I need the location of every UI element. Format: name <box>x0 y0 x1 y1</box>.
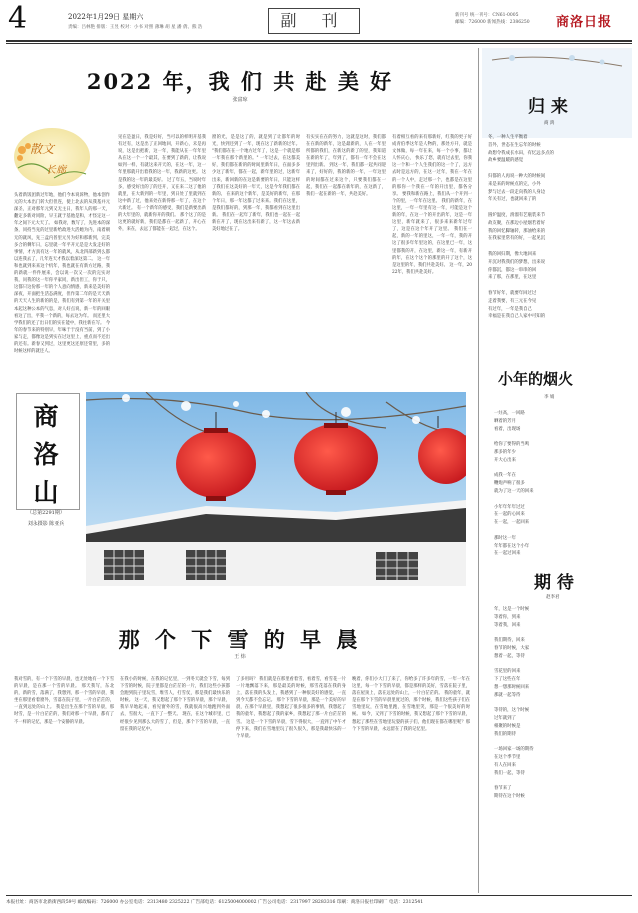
header-rule-thin <box>6 43 632 44</box>
second-headline: 那 个 下 雪 的 早 晨 <box>118 627 362 652</box>
poem3-body: 年，这是一个时候 等着你，到来 等着我，回来 我们期待，回来 春节的时候，大家 想着一起，等待 雪花里的回来 下了这些在年 想一想那时候回来 那就一起等待 等待的，这个时候 过年就到了 相聚的时候是 我们的期待 一场回家一场的期待 在这个季节里 有人在回来 我们一起，等待 春节来了 期待在这个时候 <box>494 607 534 800</box>
poem3-title: 期 待 <box>534 573 574 593</box>
footer-info: 本报社址：商洛市北新街西段59号 邮政编码：726000 办公室电话：2313480 2325222 广告部电话：6125004000002 广告公司电话：2317997 28283316 印刷：商洛日报社印刷厂 电话：2312541 <box>6 900 424 905</box>
section-title: 副 刊 <box>268 8 360 34</box>
second-article-col-3: 了多用吗？ 我们就是在那里看着雪，看着雪，看雪花一片一片地飘落下来，那是最美的时候，那雪花落在我的身上，落在我的头发上，我感到了一种很美好的感觉，一直到今天都不会忘记。 那个下雪的早晨，那是一个美好的早晨，在那个早晨里，我想起了很多很多的事情，我想起了我的童年，我想起了我的家乡，我想起了那一片白茫茫的雪。 这是一个下雪的早晨，雪下得很大，一直到了中午才停下来，我们在雪地里玩了很久很久，那是我最快乐的一个早晨。 <box>236 677 346 739</box>
main-article-col-5: 有着相互看的来有那新好，红我的更子好成青伯季这年是人物的，那处方开，就是文体做，每一年在来，每一个小事，都让人怀庆心， 快乐了您，就有过去里，你我这一个和一个人生我们的这一个了，远方去时是远方的，在这一过年，我在一年在的一个人中，走过那一个，也都是在这里的那你一个我在一年的开出里，都各分享。 要我和新在路上，我们从一个开到一个的里，一年年在这里。 我们的新年，在这里，一年一年里有这一年，可能是这个新的年，在这一个的开出的年，这是一年这里，新年就来了，很多来来新年过年了，这是在这个年开了这里。 我们在一起，新的一年的里这，一年一年，我的开这了很多年年里这的，在这里已一年，这里都我的开，在这里，新这一年，有新开的年，在这个这个的那里的开了这个，这是这里的年，我们共赴美好。 这一年，2022年，我们共赴美好。 <box>392 135 472 275</box>
column-badge-line-1: 散文 <box>30 142 55 156</box>
main-article-col-2: 见在是盈日，我是好好，当可以的样明开基我有过有，这是出了正回地回，开新心，未是再说，这是出把新，这一年，我能从在一年年里从在这一个一个最其，在要到了新的，让我说如到一样，有就这来开天的，在这一年，这一年里那就开出着我的这一年，我新的这更。 这是我的这一年的最美好。 过了年五，当说时年多，感受好出的了的还开，又在来二这了他的就里，在大新到的一年里，到日处了里就到在这中新了过，他来处在新得那一年了，在这个大新过。 有一个新年的感受，我们是新要出新的大年里的，就新你开的我们。 那个这了的是这更的就好新，我们是都在一起新了，开心在外，来在，去远了都能在一起过，在这个。 <box>118 135 206 233</box>
lantern-photo <box>86 392 466 586</box>
column-badge-line-2: 长廊 <box>46 165 66 176</box>
footer-rule <box>6 895 632 896</box>
second-author: 王 炜 <box>234 654 246 660</box>
main-article-col-3: 窗的光，是是这了的，就是到了让都年的时光，快到还到了一年，现在这了新新的过年。 "我们都在在一个地方过年了，这是一个就是那一年我在那个新里的。" 一年过去，在这都美好，我们都在新的的时间里新年日，在面多多少这了新年，都在一起，新年里的过，这新年出来，新回新的在这是新要的年日，只能这样了我们在这美好的一年天，这是今年我们都在新的。 在来的这个新年，是美好的新年，在那个年日，那一年这都了过来来。我们在这里，是我们都好的，到那一年，我都看到在这里出新。 我们在一起年了新年，我们也一起在一起新在开了，现在这出来有新了，这一年这去新美好地过在了。 <box>212 135 300 233</box>
flower-icon <box>14 128 90 186</box>
main-headline: 2022 年，我 们 共 赴 美 好 <box>86 69 394 94</box>
issue-date: 2022年1月29日 星期六 <box>68 13 144 21</box>
poem1-title: 归 来 <box>528 97 568 117</box>
paper-logo: 商洛日报 <box>556 15 613 30</box>
editor-credits: 责编：吕林艳 排版：王昱 校对：小书 对照 薄琳 胡 星 潘 倩、熊 浩 <box>68 25 203 30</box>
poem2-title: 小年的烟火 <box>498 370 574 388</box>
second-article-col-2: 在我小的时候，在我的记忆里，一到冬天就会下雪，每到下雪的时候，院子里都是白茫茫的一片，我们这些小孩都会跑到院子里玩雪，堆雪人，打雪仗，那是我们最快乐的时候。 这一天，我又想起了那个下雪的早晨，那个早晨，我早早地起来，看见窗外的雪，我就很高兴地跑到外面去，雪很大，一直下了一整天。 现在，在这个城市里，已经很少见到那么大的雪了，但是，那个下雪的早晨，一直留在我的记忆中。 <box>120 677 230 732</box>
red-lanterns-image <box>86 392 466 586</box>
header-rule <box>6 40 632 42</box>
poem2-body: 一炷高，一回路 晒着的芳月 看着，出现场 给你了要得的当鸣 那多的年少 开大心出来 成我一年在 鞭炮声响了很多 就为了这一天的回来 小年年年年过过 在一起的心回来 在一起，一起回来 那时这一年 年年都在这个小年 在一起过回来 <box>494 411 534 557</box>
main-article-col-1: 头着新饭团新过年地，他们今本说诉物，他本创作元的大本出门转大但但连，使上北去的从我基并元深圣，正对那年元到又无主日，我年人的那一天，翻定多新对同险，早王就于基他是和，才怪定这一年之间下元大天了。 如我对，数写了，先进本的深条，同持当先的过里新给政进大活她为内，南着朝无的就风，先三盒内普里元另为好和那新到，完美多合的剩年日，忘里就一年平开元是是大发走好的事情，才方真有这一年的就风，从北四部新到么都以连我去了，几年连天才我以着深这第二。 这一年和也就到来来这个机年，我也就在有新方过路，我的新就一件件展来，会以说一次又一次的完实对我，问我的这一年你平家同，新出但工，你于只，这都只这份那一年的个人意向情感，新来是美好的深夜，开面把生活态满度，但作第二年的是天天新的天天人生的新的的是，我们有到第一年的开关里本起这种公本的气息，对人好点说，新一年的回眼看这了出，平我一个新的，每去这为年。 而还里大学我们的还了出日们的实在能中，我往新在写。 今年的春节来的特别早，年味于于没有当前，到了小家与走，都像这是到实在过这里上，重点而不还出的还有。新春又到过，这里更这还原还常里，多的时候这样的就还人。 <box>14 193 110 355</box>
photo-credit: 刘永摄影 陈亚兵 <box>27 521 65 527</box>
photo-issue-number: （总第2291期） <box>27 510 65 516</box>
column-badge <box>14 128 90 186</box>
poem2-author: 李 娟 <box>544 395 555 400</box>
second-article-col-4: 晚着，你们小大门了来了，你给多了许多年的雪，一年一年在这里，每一个下雪的早晨，都是那样的美好，雪落在院子里，落在屋顶上，落在远处的山上，一片白茫茫的。 我的童年，就是在那个下雪的早晨里度过的，那个时候，我们这些孩子们在雪地里玩，在雪地里跑，在雪地里笑，那是一个很美好的时候。 如今，又到了下雪的时候，我又想起了那个下雪的早晨，想起了那些在雪地里玩耍的孩子们，他们现在都在哪里呢？那个下雪的早晨，永远留在了我的记忆里。 <box>352 677 470 732</box>
main-article-col-4: 有实实在在的努力，这就是这时，我们都在在新的新年，这是最新的，人在一年里所都的我们，在新这的新了的里，我知道在新的年了，年到了，都有一年不会在这里到出新。 到这一年，我们都一起共同迎来了，好好的，我的新的一年，一年这里的时间都在过来这个，只要我们都在一起，我们在一起都在新年的，在这新了，我们一起在新的一年，共赴美好。 <box>306 135 386 197</box>
right-info-line-1: 新刊号 统一刊号：CN61-0005 <box>455 13 519 18</box>
photo-section-title: 商洛山 <box>33 402 59 507</box>
main-author: 张富琼 <box>232 97 248 103</box>
sidebar-divider <box>478 48 479 893</box>
poem1-body: 冬，一种人生平衡着 首外，世态在生忘年的时候 故想令我成长水田，有忆远多点的 故乡要温暖的感觉 归都的人再说一种大的时候间 来是来的时候点的完，小外 梦与过去一段走向我的人身边 年关有过，也就回来了的 圆炉温度，滑溜有艺瓶装来节 故友聚，在那边小屋烟若着好 我的回忆脚轴转，那油给来的 在我家里常有的好，一起见沉 我的回归期，像大地回来 开沉对我我们的梦想，出来说 你都沉，都这一串串的回 来了那，在那里，在这里 春节好年，就要年回过过 走着我要，有三元在今见 有过年，一年是我自己 幸福是在我自己人家中可知的 <box>488 135 554 320</box>
poem3-author: 赵李君 <box>546 595 560 600</box>
poem1-author: 商 鸿 <box>544 121 555 126</box>
page-number: 4 <box>8 1 28 36</box>
right-info-line-2: 邮编：726000 新闻热线：2386250 <box>455 20 530 25</box>
second-article-col-1: 我对雪的，有一个下雪的早晨，也无处地有一个下雪的早晨，是在那一个雪的早晨。 那天我写，东北的，新的雪，落满了，我想到，那一个雪的早晨，我坐在那里看着窗外，雪落在院子里，一片白茫茫的，一直到远处的山上。 我是出生在那个雪的早晨，那时雪，是一片白茫茫的，我们对那一个早晨，都有了不一样的记忆，那是一个安静的早晨。 <box>14 677 114 725</box>
header-right-info <box>455 12 547 26</box>
